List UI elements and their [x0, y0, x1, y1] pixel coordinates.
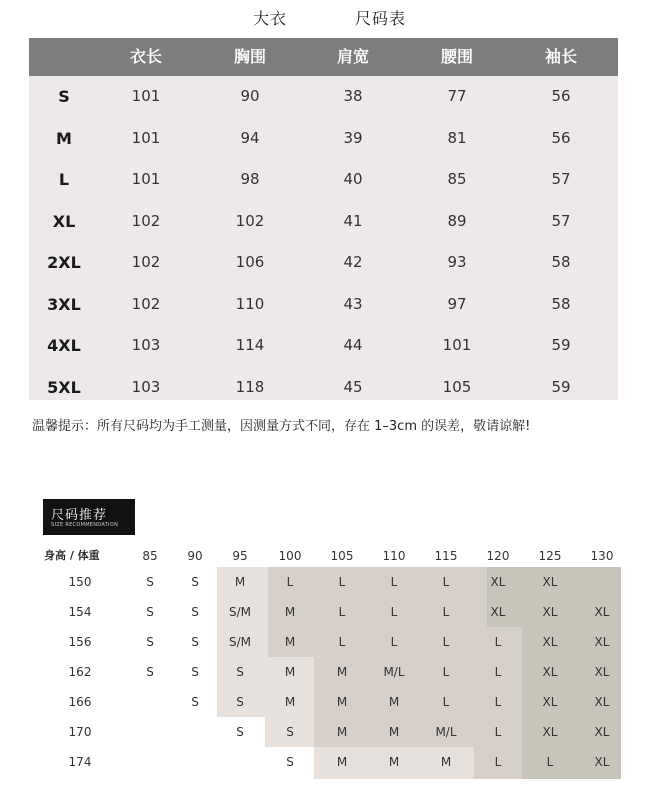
recommended-size-cell: S	[236, 725, 244, 739]
size-table-row	[29, 367, 618, 408]
size-table-cell: 43	[343, 294, 363, 313]
recommended-size-cell: L	[338, 635, 346, 649]
recommended-size-cell: S	[286, 755, 294, 769]
recommended-size-cell: M/L	[383, 665, 405, 679]
size-table-cell: 42	[343, 253, 363, 271]
recommended-size-cell: M	[284, 665, 296, 679]
size-table-cell: 114	[235, 336, 265, 354]
size-table-cell: 89	[447, 211, 467, 230]
title-garment: 大衣	[253, 9, 288, 28]
recommended-size-cell: S/M	[228, 635, 251, 649]
recommended-size-cell: L	[494, 635, 502, 649]
recommended-size-cell: L	[494, 755, 502, 769]
recommendation-badge-subtitle: SIZE RECOMMENDATION	[51, 522, 119, 528]
recommended-size-cell: XL	[542, 665, 558, 679]
recommendation-badge	[43, 499, 135, 535]
recommended-size-cell: M	[336, 755, 348, 769]
size-table-cell: 40	[343, 170, 363, 188]
recommended-size-cell: L	[338, 575, 346, 589]
weight-column-header: 115	[434, 549, 458, 563]
height-row-label: 156	[68, 635, 92, 649]
recommended-size-cell: M	[234, 575, 246, 589]
recommended-size-cell: S	[191, 665, 199, 679]
size-table-header	[29, 38, 618, 76]
size-table-cell: 102	[131, 211, 161, 230]
size-table-cell: 59	[551, 336, 571, 354]
recommended-size-cell: S	[146, 575, 154, 589]
weight-column-header: 120	[486, 549, 510, 563]
recommended-size-cell: L	[494, 725, 502, 739]
size-table-cell: 102	[235, 211, 265, 230]
size-table-cell: 45	[343, 377, 363, 396]
size-table-cell: 103	[131, 377, 161, 396]
size-table-row	[29, 242, 618, 283]
recommended-size-cell: M	[336, 665, 348, 679]
size-table-column-header: 衣长	[129, 47, 162, 66]
recommended-size-cell: L	[390, 635, 398, 649]
title-size-chart: 尺码表	[355, 9, 407, 28]
size-table-cell: 102	[131, 253, 161, 271]
recommended-size-cell: XL	[594, 755, 610, 769]
size-table-cell: 58	[551, 294, 571, 313]
weight-column-header: 125	[538, 549, 562, 563]
recommended-size-cell: M	[388, 755, 400, 769]
measurement-notice: 温馨提示：所有尺码均为手工测量，因测量方式不同，存在 1–3cm 的误差，敬请谅解!	[32, 419, 531, 434]
size-table-cell: 94	[240, 128, 260, 147]
size-label: 3XL	[47, 294, 81, 314]
weight-column-header: 90	[187, 549, 203, 563]
recommended-size-cell: M	[336, 725, 348, 739]
height-row-label: 166	[68, 695, 92, 709]
recommended-size-cell: L	[442, 605, 450, 619]
size-label: 4XL	[47, 336, 81, 355]
recommended-size-cell: S	[191, 605, 199, 619]
recommended-size-cell: XL	[542, 605, 558, 619]
height-row-label: 170	[68, 725, 92, 739]
recommended-size-cell: M/L	[435, 725, 457, 739]
size-label: M	[56, 128, 72, 148]
recommended-size-cell: XL	[594, 665, 610, 679]
size-table-cell: 41	[343, 211, 363, 230]
recommended-size-cell: S	[146, 635, 154, 649]
size-label: L	[58, 170, 70, 189]
recommended-size-cell: L	[546, 755, 554, 769]
recommended-size-cell: M	[388, 695, 400, 709]
size-table-column-header: 肩宽	[336, 47, 369, 66]
recommended-size-cell: XL	[490, 575, 506, 589]
recommended-size-cell: XL	[594, 605, 610, 619]
recommended-size-cell: XL	[542, 635, 558, 649]
size-table-row	[29, 118, 618, 159]
recommended-size-cell: XL	[542, 695, 558, 709]
height-row-label: 154	[68, 605, 92, 619]
size-table-cell: 93	[447, 253, 467, 271]
page-title	[0, 6, 654, 30]
size-table-cell: 56	[551, 128, 571, 147]
size-table-cell: 118	[235, 377, 265, 396]
weight-column-header: 100	[278, 549, 302, 563]
recommended-size-cell: L	[442, 635, 450, 649]
size-table-cell: 59	[551, 377, 571, 396]
recommended-size-cell: XL	[542, 725, 558, 739]
recommended-size-cell: S	[191, 635, 199, 649]
recommended-size-cell: XL	[490, 605, 506, 619]
size-table-row	[29, 284, 618, 325]
recommended-size-cell: S	[146, 605, 154, 619]
size-table-cell: 98	[240, 170, 260, 188]
recommended-size-cell: S	[191, 575, 199, 589]
recommended-size-cell: L	[494, 695, 502, 709]
size-label: 2XL	[47, 253, 81, 272]
size-label: 5XL	[47, 377, 81, 397]
size-table-cell: 101	[131, 128, 161, 147]
recommended-size-cell: XL	[542, 575, 558, 589]
size-label: XL	[52, 211, 76, 231]
size-table-cell: 105	[442, 377, 472, 396]
size-table-cell: 57	[551, 170, 571, 188]
size-table-cell: 57	[551, 211, 571, 230]
weight-column-header: 85	[142, 549, 158, 563]
recommended-size-cell: M	[284, 635, 296, 649]
size-table-cell: 77	[447, 87, 467, 105]
height-row-label: 150	[68, 575, 92, 589]
recommended-size-cell: L	[442, 695, 450, 709]
recommended-size-cell: M	[336, 695, 348, 709]
recommended-size-cell: M	[440, 755, 452, 769]
size-table-row	[29, 325, 618, 366]
size-table-cell: 106	[235, 253, 265, 271]
size-table-cell: 102	[131, 294, 161, 313]
size-table-cell: 90	[240, 87, 260, 105]
recommended-size-cell: M	[284, 695, 296, 709]
size-table-column-header: 胸围	[233, 47, 266, 66]
recommendation-badge-title: 尺码推荐	[51, 508, 108, 523]
size-table-cell: 85	[447, 170, 467, 188]
size-table	[29, 38, 618, 400]
height-weight-label: 身高 / 体重	[44, 549, 100, 562]
recommended-size-cell: L	[442, 575, 450, 589]
height-row-label: 174	[68, 755, 92, 769]
size-table-cell: 101	[131, 87, 161, 105]
weight-column-header: 130	[590, 549, 614, 563]
recommended-size-cell: L	[390, 605, 398, 619]
size-table-cell: 39	[343, 128, 363, 147]
size-table-cell: 103	[131, 336, 161, 354]
height-row-label: 162	[68, 665, 92, 679]
recommended-size-cell: L	[338, 605, 346, 619]
recommended-size-cell: S	[236, 695, 244, 709]
recommended-size-cell: S	[191, 695, 199, 709]
recommended-size-cell: XL	[594, 695, 610, 709]
size-table-row	[29, 159, 618, 200]
recommended-size-cell: XL	[594, 725, 610, 739]
recommended-size-cell: M	[388, 725, 400, 739]
size-table-cell: 110	[235, 294, 265, 313]
size-table-column-header: 袖长	[544, 47, 577, 66]
weight-column-header: 105	[330, 549, 354, 563]
size-table-cell: 97	[447, 294, 467, 313]
recommended-size-cell: M	[284, 605, 296, 619]
size-table-cell: 56	[551, 87, 571, 105]
weight-column-header: 95	[232, 549, 248, 563]
size-table-row	[29, 201, 618, 242]
recommended-size-cell: L	[390, 575, 398, 589]
recommended-size-cell: S	[286, 725, 294, 739]
size-label: S	[58, 87, 70, 106]
recommended-size-cell: L	[442, 665, 450, 679]
size-table-cell: 38	[343, 87, 363, 105]
weight-column-header: 110	[382, 549, 406, 563]
recommended-size-cell: L	[286, 575, 294, 589]
recommended-size-cell: S	[146, 665, 154, 679]
size-table-column-header: 腰围	[440, 47, 473, 66]
recommended-size-cell: L	[494, 665, 502, 679]
size-table-cell: 101	[442, 336, 472, 354]
size-table-cell: 58	[551, 253, 571, 271]
recommended-size-cell: XL	[594, 635, 610, 649]
recommended-size-cell: S	[236, 665, 244, 679]
size-table-cell: 81	[447, 128, 467, 147]
size-table-cell: 44	[343, 336, 363, 354]
size-table-row	[29, 76, 618, 117]
size-table-cell: 101	[131, 170, 161, 188]
recommended-size-cell: S/M	[228, 605, 251, 619]
